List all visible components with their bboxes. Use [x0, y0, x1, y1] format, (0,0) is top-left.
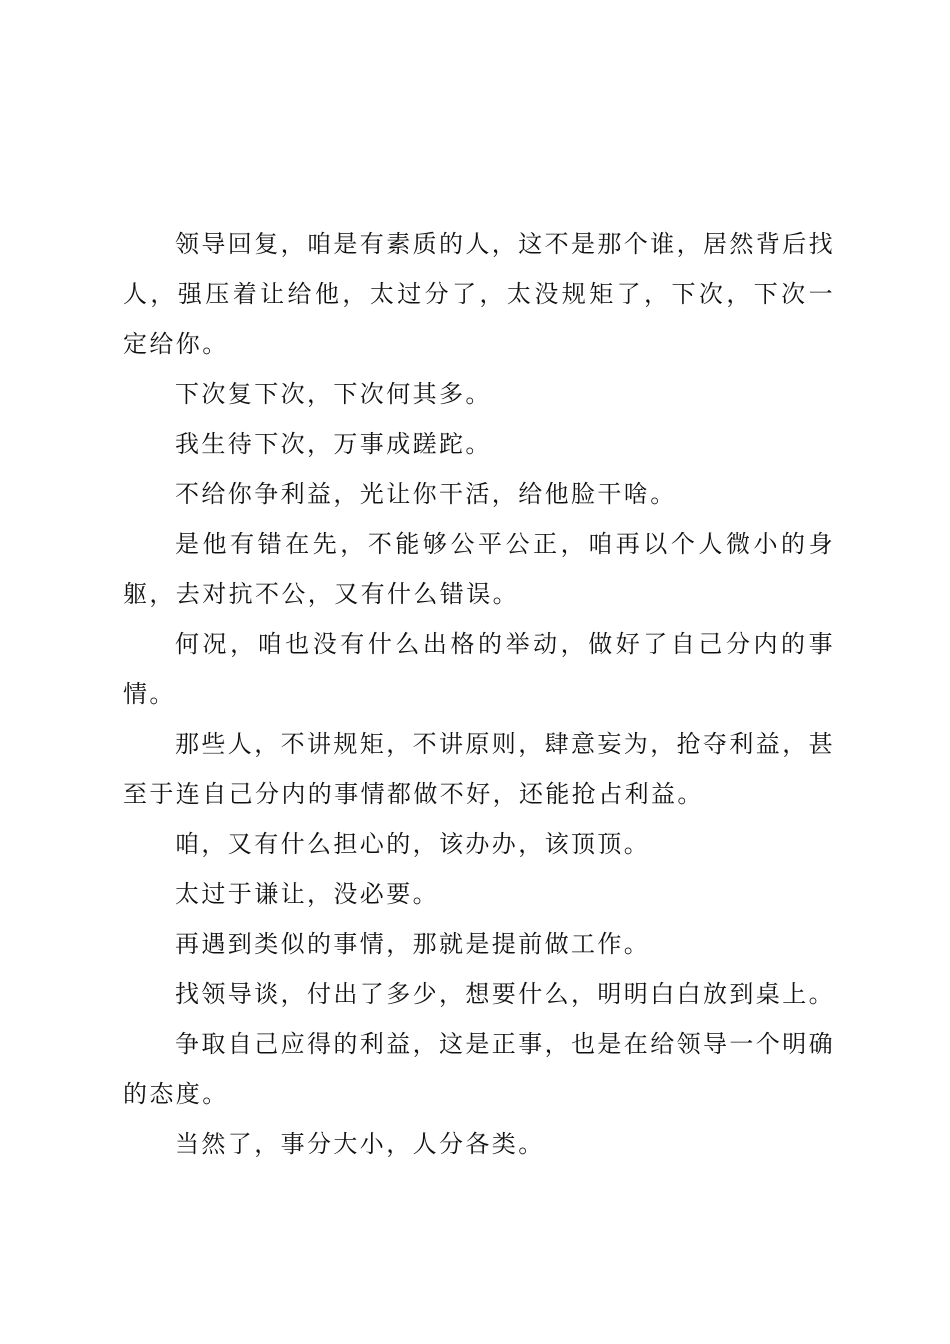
paragraph: 何况，咱也没有什么出格的举动，做好了自己分内的事情。 — [123, 630, 835, 708]
paragraph: 咱，又有什么担心的，该办办，该顶顶。 — [175, 830, 651, 858]
paragraph: 是他有错在先，不能够公平公正，咱再以个人微小的身躯，去对抗不公，又有什么错误。 — [123, 530, 835, 608]
paragraph: 下次复下次，下次何其多。 — [175, 380, 492, 408]
paragraph: 争取自己应得的利益，这是正事，也是在给领导一个明确的态度。 — [123, 1030, 835, 1108]
document-body — [123, 219, 835, 1169]
paragraph: 不给你争利益，光让你干活，给他脸干啥。 — [175, 480, 677, 508]
paragraph: 找领导谈，付出了多少，想要什么，明明白白放到桌上。 — [175, 980, 835, 1008]
paragraph: 那些人，不讲规矩，不讲原则，肆意妄为，抢夺利益，甚至于连自己分内的事情都做不好，还能抢占利益。 — [123, 730, 835, 808]
paragraph: 再遇到类似的事情，那就是提前做工作。 — [175, 930, 651, 958]
paragraph: 领导回复，咱是有素质的人，这不是那个谁，居然背后找人，强压着让给他，太过分了，太没规矩了，下次，下次一定给你。 — [123, 230, 835, 358]
paragraph: 当然了，事分大小，人分各类。 — [175, 1130, 545, 1158]
paragraph: 我生待下次，万事成蹉跎。 — [175, 430, 492, 458]
paragraph: 太过于谦让，没必要。 — [175, 880, 439, 908]
